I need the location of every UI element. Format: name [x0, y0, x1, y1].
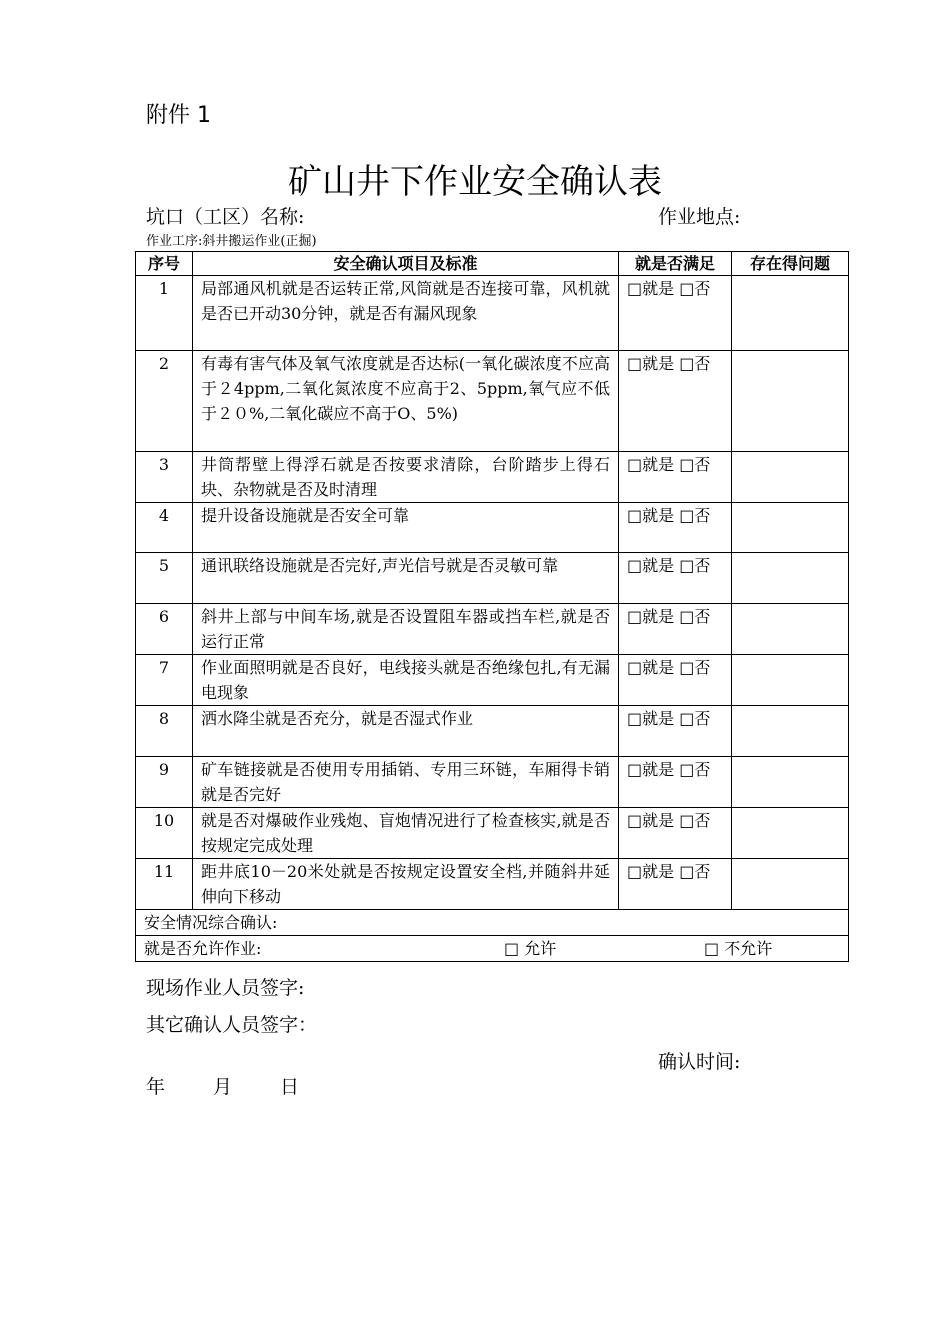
- table-row: [136, 351, 849, 452]
- row-problem-cell[interactable]: [732, 808, 849, 859]
- table-row: [136, 553, 849, 604]
- table-row: [136, 706, 849, 757]
- table-row: [136, 655, 849, 706]
- row-item: 井筒帮壁上得浮石就是否按要求清除，台阶踏步上得石块、杂物就是否及时清理: [193, 452, 619, 503]
- row-num: 2: [136, 351, 193, 452]
- row-item: 就是否对爆破作业残炮、盲炮情况进行了检查核实,就是否按规定完成处理: [193, 808, 619, 859]
- row-check-option[interactable]: □就是 □否: [619, 655, 732, 706]
- row-item: 局部通风机就是否运转正常,风筒就是否连接可靠，风机就是否已开动30分钟，就是否有漏风现象: [193, 276, 619, 351]
- row-problem-cell[interactable]: [732, 604, 849, 655]
- site-worker-signature-label: 现场作业人员签字:: [146, 977, 305, 999]
- allow-yes-option[interactable]: □ 允许: [504, 939, 557, 958]
- row-num: 4: [136, 503, 193, 553]
- row-item: 斜井上部与中间车场,就是否设置阻车器或挡车栏,就是否运行正常: [193, 604, 619, 655]
- table-row: [136, 757, 849, 808]
- row-check-option[interactable]: □就是 □否: [619, 859, 732, 910]
- row-num: 7: [136, 655, 193, 706]
- row-problem-cell[interactable]: [732, 276, 849, 351]
- row-check-option[interactable]: □就是 □否: [619, 503, 732, 553]
- header-check: 就是否满足: [619, 252, 732, 276]
- row-problem-cell[interactable]: [732, 757, 849, 808]
- date-day: 日: [280, 1076, 300, 1098]
- allow-no-option[interactable]: □ 不允许: [704, 939, 773, 958]
- row-num: 11: [136, 859, 193, 910]
- date-row: [146, 1072, 347, 1099]
- row-check-option[interactable]: □就是 □否: [619, 452, 732, 503]
- allow-row: [136, 936, 849, 962]
- row-item: 矿车链接就是否使用专用插销、专用三环链，车厢得卡销就是否完好: [193, 757, 619, 808]
- row-problem-cell[interactable]: [732, 351, 849, 452]
- row-problem-cell[interactable]: [732, 706, 849, 757]
- confirm-time-label: 确认时间:: [658, 1051, 741, 1073]
- summary-row: [136, 910, 849, 936]
- date-year: 年: [146, 1076, 166, 1098]
- row-check-option[interactable]: □就是 □否: [619, 808, 732, 859]
- row-problem-cell[interactable]: [732, 859, 849, 910]
- table-row: [136, 859, 849, 910]
- table-row: [136, 276, 849, 351]
- allow-cell: [136, 936, 849, 962]
- row-num: 8: [136, 706, 193, 757]
- table-row: [136, 452, 849, 503]
- attachment-label: 附件 1: [146, 103, 211, 128]
- row-check-option[interactable]: □就是 □否: [619, 276, 732, 351]
- row-check-option[interactable]: □就是 □否: [619, 757, 732, 808]
- row-item: 提升设备设施就是否安全可靠: [193, 503, 619, 553]
- row-item: 有毒有害气体及氧气浓度就是否达标(一氧化碳浓度不应高于２4ppm,二氧化氮浓度不应高于2、5ppm,氧气应不低于２０%,二氧化碳应不高于O、5%): [193, 351, 619, 452]
- row-check-option[interactable]: □就是 □否: [619, 706, 732, 757]
- header-item: 安全确认项目及标准: [193, 252, 619, 276]
- row-problem-cell[interactable]: [732, 452, 849, 503]
- row-item: 作业面照明就是否良好，电线接头就是否绝缘包扎,有无漏电现象: [193, 655, 619, 706]
- row-item: 距井底10－20米处就是否按规定设置安全档,并随斜井延伸向下移动: [193, 859, 619, 910]
- work-location-label: 作业地点:: [658, 206, 741, 228]
- other-confirmer-signature-label: 其它确认人员签字：: [146, 1014, 318, 1036]
- table-row: [136, 808, 849, 859]
- pit-name-label: 坑口（工区）名称:: [146, 206, 305, 228]
- row-num: 10: [136, 808, 193, 859]
- summary-label[interactable]: 安全情况综合确认:: [136, 910, 849, 936]
- document-title: 矿山井下作业安全确认表: [288, 162, 662, 202]
- row-num: 1: [136, 276, 193, 351]
- row-problem-cell[interactable]: [732, 553, 849, 604]
- row-num: 5: [136, 553, 193, 604]
- row-check-option[interactable]: □就是 □否: [619, 351, 732, 452]
- row-check-option[interactable]: □就是 □否: [619, 553, 732, 604]
- row-num: 9: [136, 757, 193, 808]
- row-num: 6: [136, 604, 193, 655]
- row-problem-cell[interactable]: [732, 503, 849, 553]
- row-item: 通讯联络设施就是否完好,声光信号就是否灵敏可靠: [193, 553, 619, 604]
- row-problem-cell[interactable]: [732, 655, 849, 706]
- date-month: 月: [213, 1076, 233, 1098]
- header-num: 序号: [136, 252, 193, 276]
- table-row: [136, 503, 849, 553]
- work-process-label: 作业工序:斜井搬运作业(正掘): [146, 234, 317, 249]
- allow-label: 就是否允许作业:: [144, 939, 262, 958]
- table-row: [136, 604, 849, 655]
- row-item: 洒水降尘就是否充分，就是否湿式作业: [193, 706, 619, 757]
- header-problem: 存在得问题: [732, 252, 849, 276]
- row-num: 3: [136, 452, 193, 503]
- table-header-row: [136, 252, 849, 276]
- confirmation-table: [135, 251, 849, 962]
- row-check-option[interactable]: □就是 □否: [619, 604, 732, 655]
